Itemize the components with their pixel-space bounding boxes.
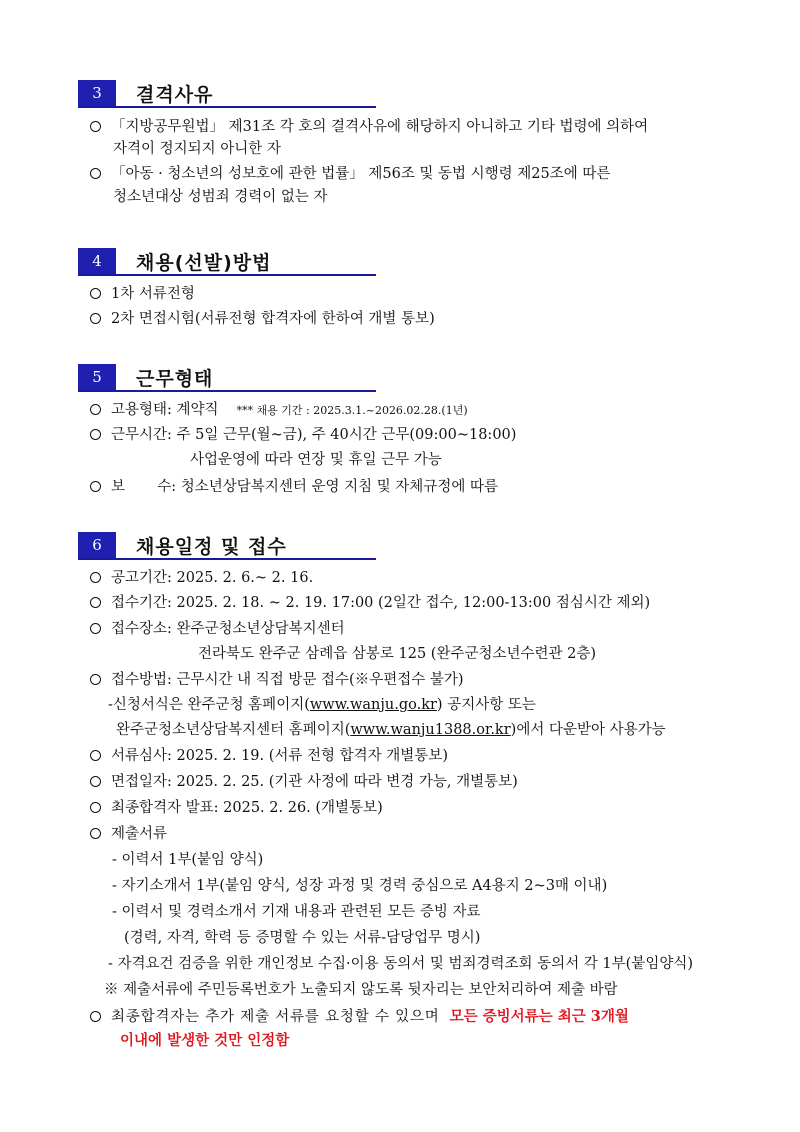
list-item-text: 면접일자: 2025. 2. 25. (기관 사정에 따라 변경 가능, 개별통보) <box>111 774 518 790</box>
list-item <box>90 400 468 421</box>
text-fragment: 완주군청소년상담복지센터 홈페이지( <box>116 722 351 738</box>
document-item-continued: (경력, 자격, 학력 등 증명할 수 있는 서류-담당업무 명시) <box>124 930 481 946</box>
list-item-text: 접수장소: 완주군청소년상담복지센터 <box>111 621 345 637</box>
wanju-homepage-link[interactable]: www.wanju.go.kr <box>309 697 437 713</box>
list-item-text: 「아동 · 청소년의 성보호에 관한 법률」 제56조 및 동법 시행령 제25조에 따른 <box>111 166 611 182</box>
section-6-header <box>78 532 376 560</box>
list-item-text: 고용형태: 계약직 <box>111 402 219 418</box>
list-item <box>90 477 498 497</box>
section-number: 4 <box>78 248 116 274</box>
list-item <box>90 619 345 639</box>
circle-bullet-icon <box>90 121 101 132</box>
circle-bullet-icon <box>90 481 101 492</box>
list-item-continued <box>116 720 666 740</box>
list-item <box>90 284 195 304</box>
section-4-header <box>78 248 376 276</box>
circle-bullet-icon <box>90 597 101 608</box>
document-item: - 자기소개서 1부(붙임 양식, 성장 과정 및 경력 중심으로 A4용지 2~3매 이내) <box>112 878 608 894</box>
section-title: 결격사유 <box>136 83 214 106</box>
list-item-continued: 사업운영에 따라 연장 및 휴일 근무 가능 <box>190 452 442 468</box>
circle-bullet-icon <box>90 168 101 179</box>
list-item <box>90 772 518 792</box>
document-item: - 이력서 및 경력소개서 기재 내용과 관련된 모든 증빙 자료 <box>112 904 481 920</box>
section-number: 6 <box>78 532 116 558</box>
list-item <box>90 309 435 329</box>
section-5-header <box>78 364 376 392</box>
section-title: 채용(선발)방법 <box>136 251 272 274</box>
center-homepage-link[interactable]: www.wanju1388.or.kr <box>350 722 511 738</box>
list-item-text: 최종합격자는 추가 제출 서류를 요청할 수 있으며 <box>111 1009 440 1025</box>
circle-bullet-icon <box>90 429 101 440</box>
section-number: 5 <box>78 364 116 390</box>
list-item-text: 2차 면접시험(서류전형 합격자에 한하여 개별 통보) <box>111 311 435 327</box>
circle-bullet-icon <box>90 750 101 761</box>
highlight-text-continued: 이내에 발생한 것만 인정함 <box>120 1032 290 1049</box>
document-item: - 이력서 1부(붙임 양식) <box>112 852 264 868</box>
circle-bullet-icon <box>90 572 101 583</box>
list-item-text: 근무시간: 주 5일 근무(월~금), 주 40시간 근무(09:00~18:00) <box>111 427 517 443</box>
circle-bullet-icon <box>90 623 101 634</box>
list-item <box>90 798 383 818</box>
document-item: - 자격요건 검증을 위한 개인정보 수집·이용 동의서 및 범죄경력조회 동의서 각 1부(붙임양식) <box>108 956 693 972</box>
circle-bullet-icon <box>90 776 101 787</box>
list-item-text: 1차 서류전형 <box>111 286 195 302</box>
circle-bullet-icon <box>90 802 101 813</box>
contract-period-note: *** 채용 기간 : 2025.3.1.~2026.02.28.(1년) <box>236 404 468 417</box>
circle-bullet-icon <box>90 828 101 839</box>
circle-bullet-icon <box>90 288 101 299</box>
list-item-text: 접수기간: 2025. 2. 18. ~ 2. 19. 17:00 (2일간 접수, 12:00-13:00 점심시간 제외) <box>111 595 651 611</box>
list-item <box>90 1007 629 1027</box>
list-item-text: 공고기간: 2025. 2. 6.~ 2. 16. <box>111 570 314 586</box>
list-item-text: 제출서류 <box>111 826 168 842</box>
list-item-text: 서류심사: 2025. 2. 19. (서류 전형 합격자 개별통보) <box>111 748 448 764</box>
list-item <box>90 824 167 844</box>
list-item-text: 보 수: 청소년상담복지센터 운영 지침 및 자체규정에 따름 <box>111 479 498 495</box>
list-item <box>90 746 448 766</box>
section-number: 3 <box>78 80 116 106</box>
text-fragment: )에서 다운받아 사용가능 <box>510 722 666 738</box>
list-item-continued <box>108 695 536 715</box>
circle-bullet-icon <box>90 674 101 685</box>
section-title: 근무형태 <box>136 367 214 390</box>
note: ※ 제출서류에 주민등록번호가 노출되지 않도록 뒷자리는 보안처리하여 제출 바람 <box>104 982 618 998</box>
list-item-continued: 청소년대상 성범죄 경력이 없는 자 <box>113 189 328 205</box>
section-3-header <box>78 80 376 108</box>
section-title: 채용일정 및 접수 <box>136 535 287 558</box>
list-item-continued: 전라북도 완주군 삼례읍 삼봉로 125 (완주군청소년수련관 2층) <box>198 646 597 662</box>
text-fragment: ) 공지사항 또는 <box>436 697 536 713</box>
highlight-text: 모든 증빙서류는 최근 3개월 <box>449 1008 629 1025</box>
list-item-continued: 자격이 정지되지 아니한 자 <box>113 141 281 157</box>
list-item <box>90 568 313 588</box>
list-item <box>90 164 610 184</box>
circle-bullet-icon <box>90 404 101 415</box>
circle-bullet-icon <box>90 1011 101 1022</box>
circle-bullet-icon <box>90 313 101 324</box>
list-item <box>90 593 650 613</box>
list-item <box>90 117 648 137</box>
list-item-text: 「지방공무원법」 제31조 각 호의 결격사유에 해당하지 아니하고 기타 법령에 의하여 <box>111 119 649 135</box>
list-item-text: 최종합격자 발표: 2025. 2. 26. (개별통보) <box>111 800 383 816</box>
list-item <box>90 670 464 690</box>
list-item-text: 접수방법: 근무시간 내 직접 방문 접수(※우편접수 불가) <box>111 672 464 688</box>
text-fragment: -신청서식은 완주군청 홈페이지( <box>108 697 310 713</box>
list-item <box>90 425 516 445</box>
